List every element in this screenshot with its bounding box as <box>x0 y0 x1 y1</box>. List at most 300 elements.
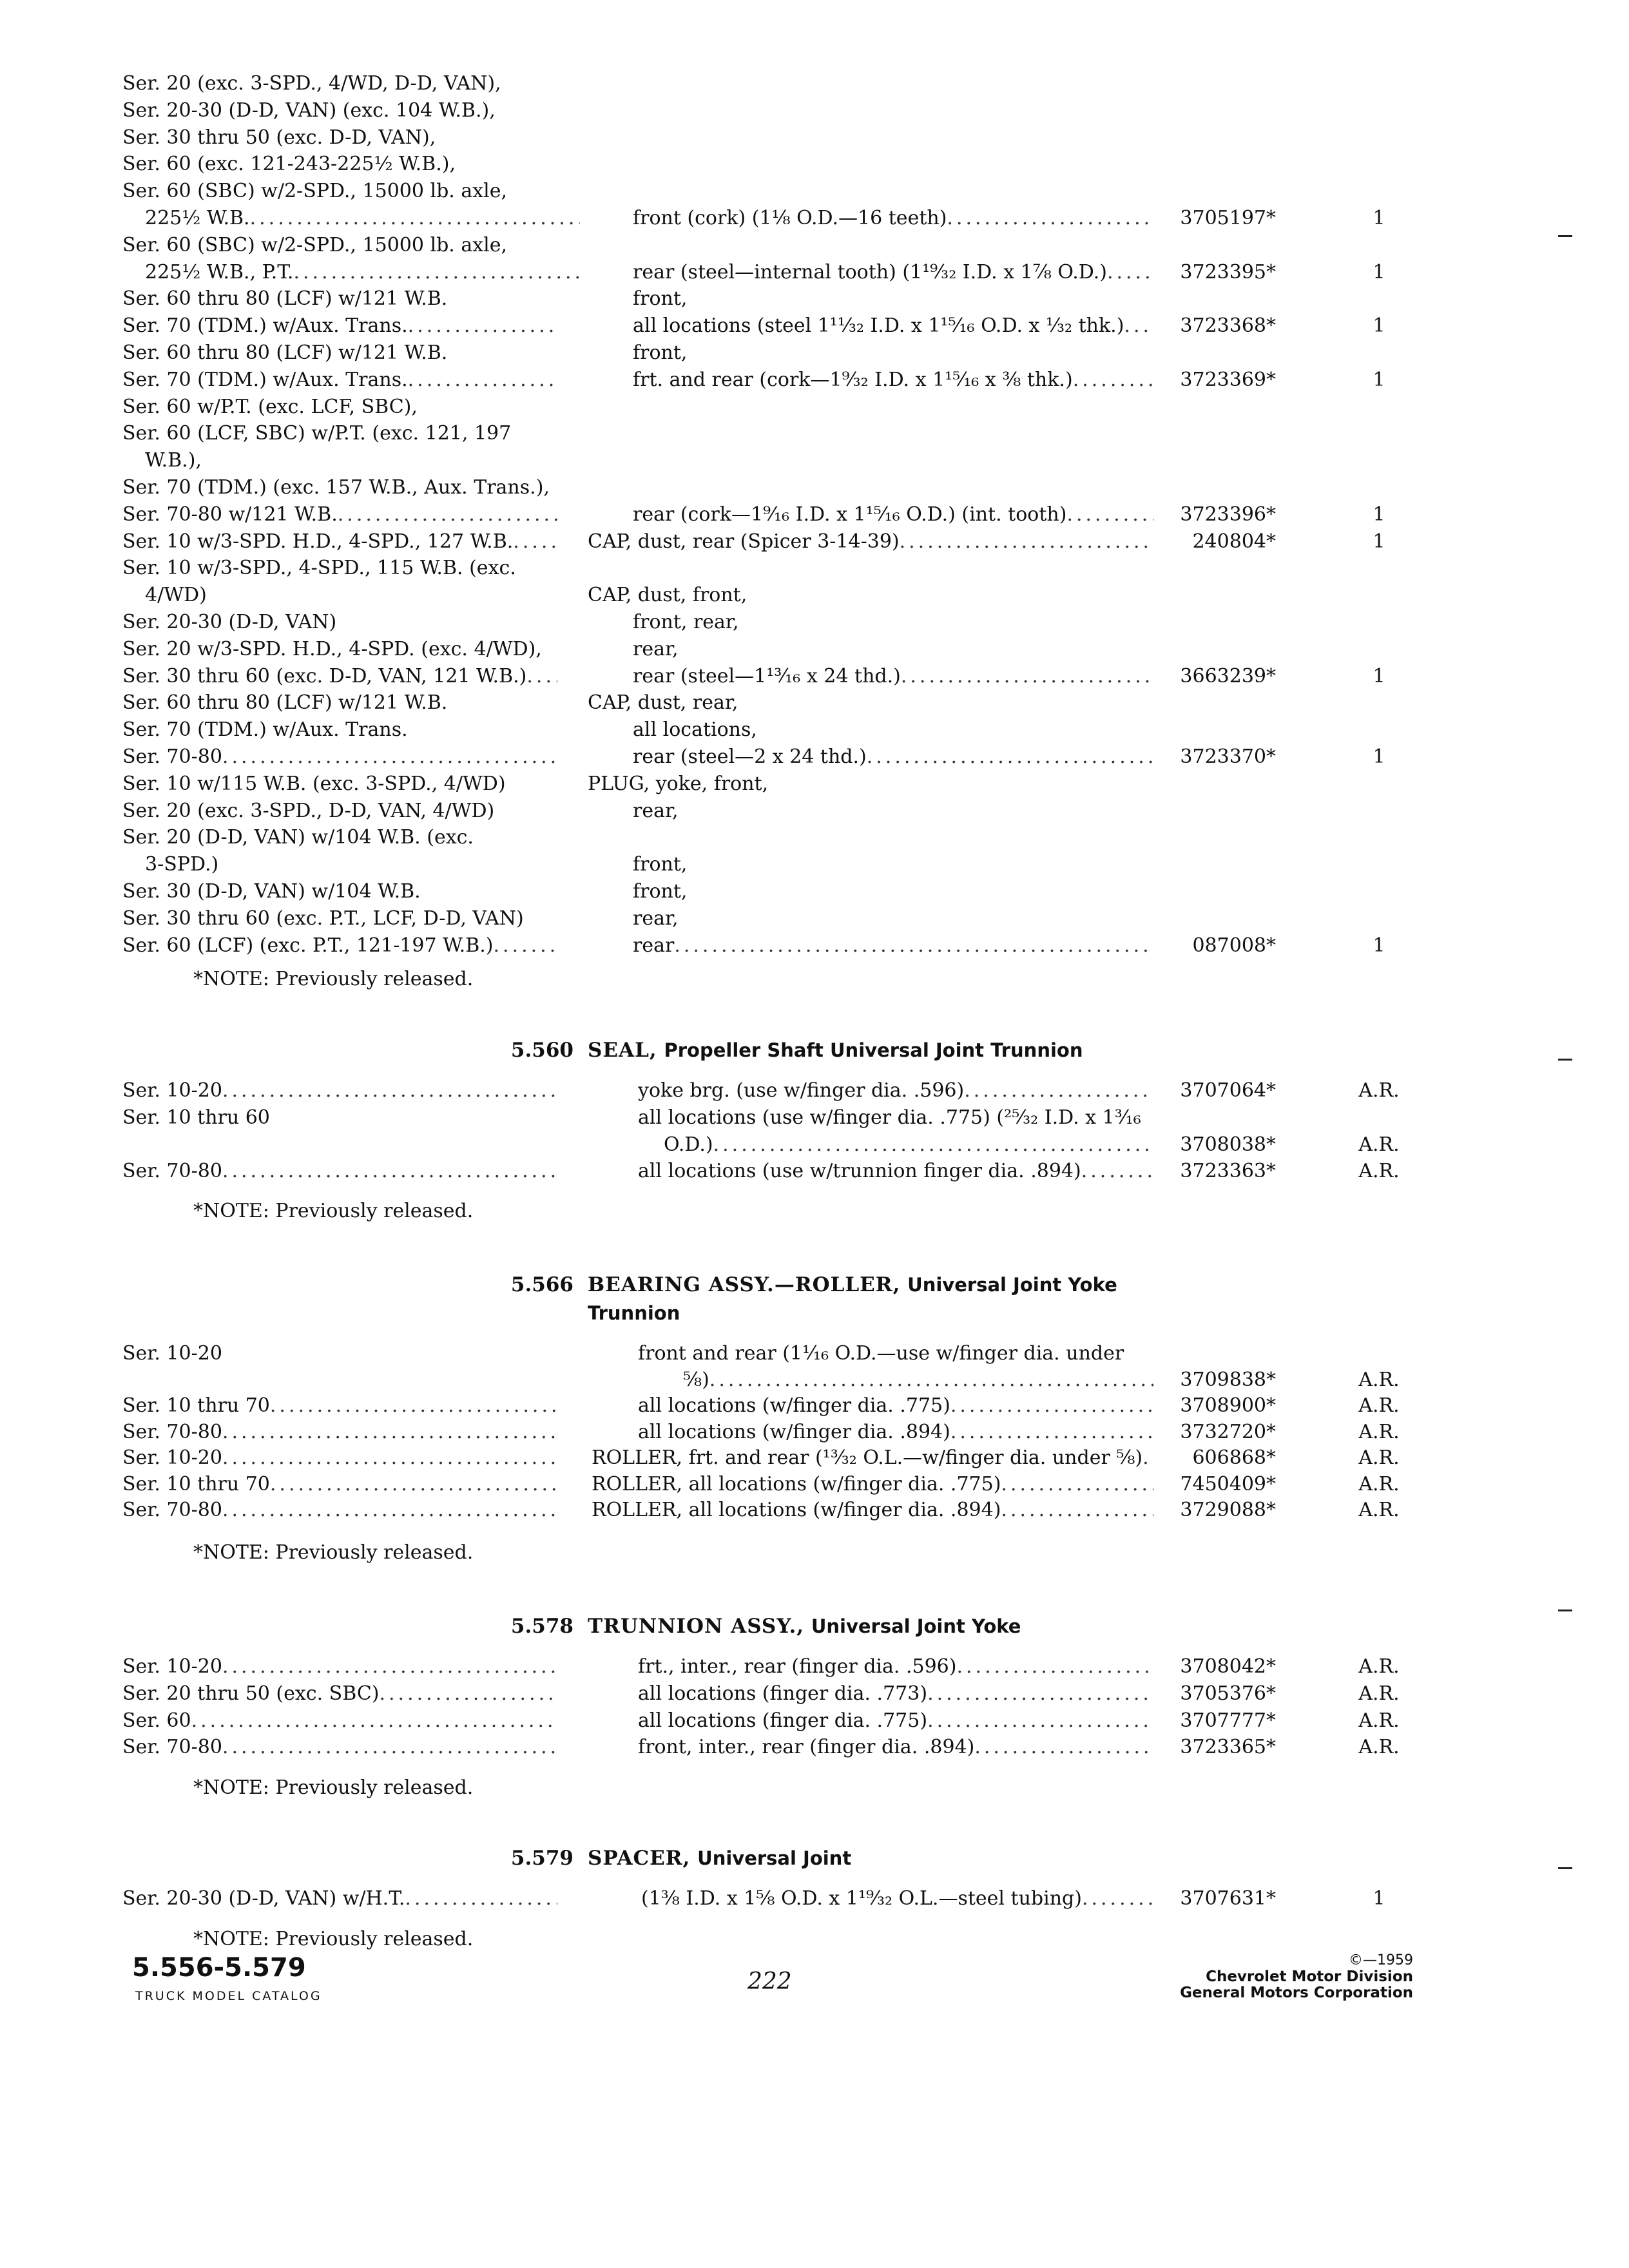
table-row <box>0 933 1629 961</box>
table-row <box>0 260 1629 288</box>
part-number-cell: 3707631* <box>1180 1887 1276 1910</box>
footer-catalog-name: TRUCK MODEL CATALOG <box>135 1989 322 2003</box>
part-number-cell: 3708900* <box>1180 1394 1276 1417</box>
part-number-cell: 3723368* <box>1180 314 1276 338</box>
note-row <box>0 1198 1629 1227</box>
applicability-cell-text: Ser. 70-80 <box>122 1160 222 1183</box>
part-number-cell: 3663239* <box>1180 664 1276 687</box>
part-number-cell: 3709838* <box>1180 1368 1276 1391</box>
quantity-cell: 1 <box>1373 314 1385 338</box>
dot-leader <box>222 1158 557 1184</box>
dot-leader <box>1081 1158 1153 1184</box>
applicability-cell: Ser. 60 (SBC) w/2-SPD., 15000 lb. axle, <box>122 180 508 203</box>
note-text: *NOTE: Previously released. <box>193 1200 474 1222</box>
quantity-cell: A.R. <box>1358 1446 1400 1469</box>
table-row <box>0 1393 1629 1421</box>
quantity-cell: 1 <box>1373 503 1385 526</box>
description-cell-text: ⅝) <box>683 1368 709 1391</box>
section-description: Universal Joint Yoke <box>811 1615 1021 1637</box>
dot-leader <box>950 1419 1153 1445</box>
part-number-cell: 3723395* <box>1180 260 1276 284</box>
description-cell: front, <box>633 341 688 364</box>
applicability-cell <box>122 933 557 959</box>
applicability-cell <box>122 1886 557 1912</box>
quantity-cell: A.R. <box>1358 1394 1400 1417</box>
description-cell-text: O.D.) <box>664 1133 713 1156</box>
part-number-cell: 3723369* <box>1180 368 1276 391</box>
applicability-cell: Ser. 30 thru 50 (exc. D-D, VAN), <box>122 126 436 149</box>
table-row <box>0 717 1629 745</box>
dot-leader <box>493 933 557 959</box>
footer-copyright: ©—1959 <box>1349 1952 1413 1968</box>
applicability-cell: Ser. 20-30 (D-D, VAN) <box>122 611 337 633</box>
applicability-cell <box>122 1472 557 1497</box>
dot-leader <box>191 1708 557 1734</box>
margin-mark <box>1558 1610 1572 1611</box>
dot-leader <box>222 1078 557 1104</box>
quantity-cell: 1 <box>1373 207 1385 229</box>
section-name: BEARING ASSY.—ROLLER, <box>588 1273 901 1296</box>
quantity-cell: A.R. <box>1358 1709 1400 1732</box>
note-row <box>0 1775 1629 1803</box>
applicability-cell <box>122 1708 557 1734</box>
dot-leader <box>222 1497 557 1523</box>
applicability-cell <box>122 313 557 339</box>
applicability-cell-text: Ser. 20-30 (D-D, VAN) w/H.T. <box>122 1887 405 1910</box>
applicability-cell: Ser. 20 (exc. 3-SPD., 4/WD, D-D, VAN), <box>122 72 501 95</box>
dot-leader <box>867 744 1153 770</box>
applicability-cell-text: 225½ W.B. <box>145 207 250 229</box>
description-cell <box>633 933 1153 959</box>
applicability-cell <box>122 744 557 770</box>
part-number-cell: 3705197* <box>1180 207 1276 229</box>
table-row <box>0 825 1629 853</box>
description-cell-text: ROLLER, all locations (w/finger dia. .775) <box>592 1472 1001 1495</box>
applicability-cell-text: Ser. 20 thru 50 (exc. SBC) <box>122 1682 380 1705</box>
description-cell-text: rear (steel—2 x 24 thd.) <box>633 745 867 768</box>
description-cell: all locations (use w/finger dia. .775) (²⁵⁄₃₂ I.D. x 1³⁄₁₆ <box>638 1106 1141 1129</box>
applicability-cell <box>122 367 557 393</box>
applicability-cell: Ser. 30 thru 60 (exc. P.T., LCF, D-D, VAN) <box>122 907 524 930</box>
quantity-cell: 1 <box>1373 664 1385 687</box>
quantity-cell: A.R. <box>1358 1160 1400 1183</box>
table-row <box>0 178 1629 207</box>
section-number: 5.560 <box>510 1039 574 1062</box>
applicability-cell: Ser. 70 (TDM.) w/Aux. Trans. <box>122 718 408 742</box>
section-name: TRUNNION ASSY., <box>588 1615 805 1638</box>
description-cell-text: ROLLER, all locations (w/finger dia. .894) <box>592 1499 1001 1521</box>
dot-leader <box>713 1132 1153 1158</box>
footer-corporation: General Motors Corporation <box>1180 1984 1413 2001</box>
applicability-cell-text: Ser. 70-80 w/121 W.B. <box>122 503 338 526</box>
description-cell-text: CAP, dust, rear (Spicer 3-14-39) <box>588 530 900 553</box>
table-row <box>0 690 1629 718</box>
description-cell-text: all locations (steel 1¹¹⁄₃₂ I.D. x 1¹⁵⁄₁₆ O.D. x ¹⁄₃₂ thk.) <box>633 314 1124 338</box>
table-row <box>0 529 1629 557</box>
description-cell <box>633 206 1153 231</box>
dot-leader <box>222 1654 557 1680</box>
quantity-cell: A.R. <box>1358 1472 1400 1495</box>
table-row <box>0 1105 1629 1133</box>
applicability-cell-text: 225½ W.B., P.T. <box>145 260 294 284</box>
description-cell-text: all locations (w/finger dia. .775) <box>638 1394 950 1417</box>
applicability-cell-text: Ser. 60 (LCF) (exc. P.T., 121-197 W.B.) <box>122 934 494 957</box>
dot-leader <box>1124 313 1153 339</box>
dot-leader <box>270 1393 557 1419</box>
quantity-cell: A.R. <box>1358 1736 1400 1759</box>
quantity-cell: 1 <box>1373 934 1385 957</box>
table-row <box>0 340 1629 369</box>
applicability-cell-text: Ser. 60 <box>122 1709 191 1732</box>
description-cell-text: rear (steel—internal tooth) (1¹⁹⁄₃₂ I.D. x 1⅞ O.D.) <box>633 260 1107 284</box>
table-row <box>0 555 1629 584</box>
table-row <box>0 1158 1629 1187</box>
applicability-cell-text: Ser. 10-20 <box>122 1655 222 1678</box>
table-row <box>0 1886 1629 1914</box>
applicability-cell: 3-SPD.) <box>145 853 219 876</box>
applicability-cell-text: Ser. 30 thru 60 (exc. D-D, VAN, 121 W.B.) <box>122 664 527 687</box>
table-row <box>0 1654 1629 1682</box>
description-cell: all locations, <box>633 718 757 742</box>
description-cell <box>638 1419 1153 1445</box>
applicability-cell: Ser. 10 thru 60 <box>122 1106 270 1129</box>
table-row <box>0 125 1629 153</box>
dot-leader <box>270 1472 557 1497</box>
description-cell <box>683 1367 1153 1393</box>
applicability-cell <box>122 1735 557 1760</box>
description-cell: PLUG, yoke, front, <box>588 772 769 795</box>
dot-leader <box>408 313 557 339</box>
table-row <box>0 879 1629 907</box>
part-number-cell: 3705376* <box>1180 1682 1276 1705</box>
dot-leader <box>964 1078 1153 1104</box>
margin-mark <box>1558 1059 1572 1061</box>
table-row <box>0 286 1629 314</box>
note-row <box>0 966 1629 995</box>
description-cell-text: yoke brg. (use w/finger dia. .596) <box>638 1079 965 1102</box>
table-row <box>0 1445 1629 1474</box>
quantity-cell: 1 <box>1373 260 1385 284</box>
description-cell-text: front (cork) (1⅛ O.D.—16 teeth) <box>633 207 947 229</box>
description-cell <box>638 1158 1153 1184</box>
section-title <box>588 1036 1193 1064</box>
dot-leader <box>408 367 557 393</box>
table-row <box>0 448 1629 476</box>
description-cell <box>633 313 1153 339</box>
part-number-cell: 3723365* <box>1180 1736 1276 1759</box>
applicability-cell: Ser. 60 (SBC) w/2-SPD., 15000 lb. axle, <box>122 233 508 256</box>
description-cell <box>592 1497 1153 1523</box>
section-number: 5.566 <box>510 1273 574 1296</box>
dot-leader <box>222 1419 557 1445</box>
applicability-cell <box>122 1158 557 1184</box>
page-number: 222 <box>747 1968 792 1995</box>
applicability-cell-text: Ser. 70 (TDM.) w/Aux. Trans. <box>122 314 408 338</box>
applicability-cell: Ser. 60 (LCF, SBC) w/P.T. (exc. 121, 197 <box>122 422 512 445</box>
quantity-cell: A.R. <box>1358 1682 1400 1705</box>
applicability-cell <box>122 1445 557 1471</box>
part-number-cell: 3707777* <box>1180 1709 1276 1732</box>
applicability-cell-text: Ser. 10-20 <box>122 1446 222 1469</box>
description-cell-text: frt. and rear (cork—1⁹⁄₃₂ I.D. x 1¹⁵⁄₁₆ x ⅜ thk.) <box>633 368 1073 391</box>
applicability-cell-text: Ser. 10-20 <box>122 1079 222 1102</box>
section-title <box>588 1612 1193 1640</box>
part-number-cell: 7450409* <box>1180 1472 1276 1495</box>
table-row <box>0 1341 1629 1369</box>
description-cell <box>638 1654 1153 1680</box>
table-row <box>0 1472 1629 1500</box>
dot-leader <box>222 744 557 770</box>
table-row <box>0 744 1629 773</box>
section-description: Universal Joint Yoke Trunnion <box>588 1274 1117 1324</box>
table-row <box>0 1078 1629 1106</box>
description-cell-text: all locations (use w/trunnion finger dia. .894) <box>638 1160 1081 1183</box>
section-description: Universal Joint <box>697 1847 852 1869</box>
applicability-cell: W.B.), <box>145 449 202 472</box>
dot-leader <box>293 260 580 285</box>
description-cell <box>638 1735 1153 1760</box>
table-row <box>0 1708 1629 1736</box>
quantity-cell: A.R. <box>1358 1420 1400 1443</box>
applicability-cell: Ser. 70 (TDM.) (exc. 157 W.B., Aux. Trans.), <box>122 476 550 499</box>
applicability-cell: Ser. 60 (exc. 121-243-225½ W.B.), <box>122 153 456 176</box>
dot-leader <box>222 1735 557 1760</box>
dot-leader <box>901 664 1153 689</box>
description-cell-text: front, inter., rear (finger dia. .894) <box>638 1736 975 1759</box>
description-cell <box>633 260 1153 285</box>
dot-leader <box>405 1886 557 1912</box>
quantity-cell: 1 <box>1373 745 1385 768</box>
part-number-cell: 3723396* <box>1180 503 1276 526</box>
dot-leader <box>338 502 557 528</box>
table-row <box>0 421 1629 449</box>
table-row <box>0 151 1629 180</box>
description-cell-text: all locations (finger dia. .773) <box>638 1682 928 1705</box>
applicability-cell: Ser. 20 w/3-SPD. H.D., 4-SPD. (exc. 4/WD), <box>122 637 542 660</box>
applicability-cell <box>122 1393 557 1419</box>
quantity-cell: 1 <box>1373 1887 1385 1910</box>
table-row <box>0 798 1629 827</box>
description-cell <box>638 1681 1153 1707</box>
description-cell-text: frt., inter., rear (finger dia. .596) <box>638 1655 957 1678</box>
applicability-cell <box>122 1078 557 1104</box>
description-cell <box>633 502 1153 528</box>
applicability-cell: Ser. 60 thru 80 (LCF) w/121 W.B. <box>122 691 448 715</box>
dot-leader <box>1142 1445 1153 1471</box>
dot-leader <box>526 664 557 689</box>
section-number: 5.578 <box>510 1615 574 1638</box>
table-row <box>0 1419 1629 1448</box>
applicability-cell: Ser. 60 thru 80 (LCF) w/121 W.B. <box>122 341 448 364</box>
table-row <box>0 71 1629 99</box>
dot-leader <box>947 206 1153 231</box>
applicability-cell: Ser. 60 w/P.T. (exc. LCF, SBC), <box>122 395 418 418</box>
table-row <box>0 582 1629 611</box>
quantity-cell: A.R. <box>1358 1079 1400 1102</box>
applicability-cell: Ser. 10 w/115 W.B. (exc. 3-SPD., 4/WD) <box>122 772 506 795</box>
dot-leader <box>222 1445 557 1471</box>
applicability-cell: Ser. 20-30 (D-D, VAN) (exc. 104 W.B.), <box>122 99 496 122</box>
applicability-cell <box>122 502 557 528</box>
dot-leader <box>1001 1472 1153 1497</box>
applicability-cell: Ser. 60 thru 80 (LCF) w/121 W.B. <box>122 287 448 311</box>
dot-leader <box>974 1735 1153 1760</box>
part-number-cell: 3723363* <box>1180 1160 1276 1183</box>
description-cell-text: (1⅜ I.D. x 1⅝ O.D. x 1¹⁹⁄₃₂ O.L.—steel tubing) <box>641 1887 1082 1910</box>
applicability-cell-text: Ser. 70-80 <box>122 1420 222 1443</box>
description-cell: rear, <box>633 907 679 930</box>
table-row <box>0 367 1629 396</box>
applicability-cell-text: Ser. 70-80 <box>122 745 222 768</box>
applicability-cell: Ser. 10 w/3-SPD., 4-SPD., 115 W.B. (exc. <box>122 557 516 580</box>
description-cell: rear, <box>633 799 679 822</box>
part-number-cell: 240804* <box>1192 530 1276 553</box>
part-number-cell: 087008* <box>1192 934 1276 957</box>
footer-section-range: 5.556-5.579 <box>132 1953 306 1983</box>
table-row <box>0 637 1629 665</box>
margin-mark <box>1558 235 1572 237</box>
dot-leader <box>950 1393 1153 1419</box>
description-cell <box>592 1472 1153 1497</box>
note-text: *NOTE: Previously released. <box>193 968 474 990</box>
applicability-cell <box>122 1497 557 1523</box>
applicability-cell-text: Ser. 70-80 <box>122 1736 222 1759</box>
description-cell <box>633 744 1153 770</box>
section-name: SPACER, <box>588 1847 691 1870</box>
applicability-cell <box>122 1654 557 1680</box>
note-text: *NOTE: Previously released. <box>193 1776 474 1799</box>
description-cell-text: rear (cork—1⁹⁄₁₆ I.D. x 1¹⁵⁄₁₆ O.D.) (int. tooth) <box>633 503 1067 526</box>
note-text: *NOTE: Previously released. <box>193 1541 474 1564</box>
table-row <box>0 1367 1629 1396</box>
margin-mark <box>1558 1867 1572 1869</box>
section-number: 5.579 <box>510 1847 574 1870</box>
description-cell: rear, <box>633 637 679 660</box>
table-row <box>0 313 1629 341</box>
applicability-cell <box>122 529 557 555</box>
dot-leader <box>709 1367 1153 1393</box>
section-name: SEAL, <box>588 1039 657 1062</box>
quantity-cell: A.R. <box>1358 1368 1400 1391</box>
applicability-cell-text: Ser. 10 w/3-SPD. H.D., 4-SPD., 127 W.B. <box>122 530 514 553</box>
description-cell: front, <box>633 880 688 903</box>
table-row <box>0 852 1629 880</box>
footer-division: Chevrolet Motor Division <box>1206 1968 1413 1985</box>
description-cell <box>638 1708 1153 1734</box>
table-row <box>0 906 1629 934</box>
description-cell-text: all locations (w/finger dia. .894) <box>638 1420 950 1443</box>
description-cell: CAP, dust, rear, <box>588 691 738 715</box>
dot-leader <box>379 1681 557 1707</box>
applicability-cell: Ser. 30 (D-D, VAN) w/104 W.B. <box>122 880 421 903</box>
part-number-cell: 606868* <box>1192 1446 1276 1469</box>
applicability-cell-text: Ser. 10 thru 70 <box>122 1394 270 1417</box>
section-title <box>588 1844 1193 1872</box>
applicability-cell <box>145 206 580 231</box>
dot-leader <box>513 529 557 555</box>
table-row <box>0 475 1629 503</box>
dot-leader <box>927 1708 1153 1734</box>
dot-leader <box>956 1654 1153 1680</box>
applicability-cell <box>122 1419 557 1445</box>
description-cell <box>592 1445 1153 1471</box>
description-cell <box>638 1393 1153 1419</box>
description-cell <box>664 1132 1153 1158</box>
description-cell <box>633 367 1153 393</box>
dot-leader <box>674 933 1153 959</box>
description-cell: front, <box>633 287 688 311</box>
description-cell-text: rear <box>633 934 675 957</box>
applicability-cell: Ser. 20 (exc. 3-SPD., D-D, VAN, 4/WD) <box>122 799 495 822</box>
description-cell <box>641 1886 1153 1912</box>
quantity-cell: 1 <box>1373 530 1385 553</box>
applicability-cell <box>122 664 557 689</box>
section-description: Propeller Shaft Universal Joint Trunnion <box>664 1039 1083 1061</box>
dot-leader <box>1107 260 1153 285</box>
dot-leader <box>1001 1497 1153 1523</box>
description-cell: front and rear (1¹⁄₁₆ O.D.—use w/finger dia. under <box>638 1342 1124 1365</box>
applicability-cell-text: Ser. 70 (TDM.) w/Aux. Trans. <box>122 368 408 391</box>
quantity-cell: A.R. <box>1358 1655 1400 1678</box>
note-row <box>0 1927 1629 1955</box>
table-row <box>0 1497 1629 1526</box>
applicability-cell: Ser. 10-20 <box>122 1342 222 1365</box>
applicability-cell <box>122 1681 557 1707</box>
quantity-cell: 1 <box>1373 368 1385 391</box>
table-row <box>0 771 1629 800</box>
quantity-cell: A.R. <box>1358 1133 1400 1156</box>
table-row <box>0 206 1629 234</box>
applicability-cell: 4/WD) <box>145 584 207 607</box>
table-row <box>0 664 1629 692</box>
note-row <box>0 1540 1629 1568</box>
dot-leader <box>1073 367 1153 393</box>
description-cell <box>638 1078 1153 1104</box>
table-row <box>0 1681 1629 1709</box>
part-number-cell: 3708042* <box>1180 1655 1276 1678</box>
table-row <box>0 610 1629 638</box>
part-number-cell: 3732720* <box>1180 1420 1276 1443</box>
dot-leader <box>1066 502 1153 528</box>
quantity-cell: A.R. <box>1358 1499 1400 1521</box>
description-cell-text: rear (steel—1¹³⁄₁₆ x 24 thd.) <box>633 664 901 687</box>
applicability-cell <box>145 260 580 285</box>
applicability-cell-text: Ser. 70-80 <box>122 1499 222 1521</box>
dot-leader <box>900 529 1153 555</box>
dot-leader <box>1082 1886 1153 1912</box>
applicability-cell: Ser. 20 (D-D, VAN) w/104 W.B. (exc. <box>122 826 474 849</box>
description-cell: CAP, dust, front, <box>588 584 747 607</box>
description-cell <box>633 664 1153 689</box>
part-number-cell: 3723370* <box>1180 745 1276 768</box>
part-number-cell: 3708038* <box>1180 1133 1276 1156</box>
description-cell: front, <box>633 853 688 876</box>
table-row <box>0 502 1629 530</box>
table-row <box>0 1735 1629 1763</box>
part-number-cell: 3729088* <box>1180 1499 1276 1521</box>
dot-leader <box>250 206 580 231</box>
description-cell: front, rear, <box>633 611 739 633</box>
table-row <box>0 233 1629 261</box>
applicability-cell-text: Ser. 10 thru 70 <box>122 1472 270 1495</box>
part-number-cell: 3707064* <box>1180 1079 1276 1102</box>
description-cell <box>588 529 1153 555</box>
section-title <box>588 1271 1193 1327</box>
description-cell-text: all locations (finger dia. .775) <box>638 1709 928 1732</box>
dot-leader <box>927 1681 1153 1707</box>
note-text: *NOTE: Previously released. <box>193 1928 474 1950</box>
table-row <box>0 98 1629 126</box>
